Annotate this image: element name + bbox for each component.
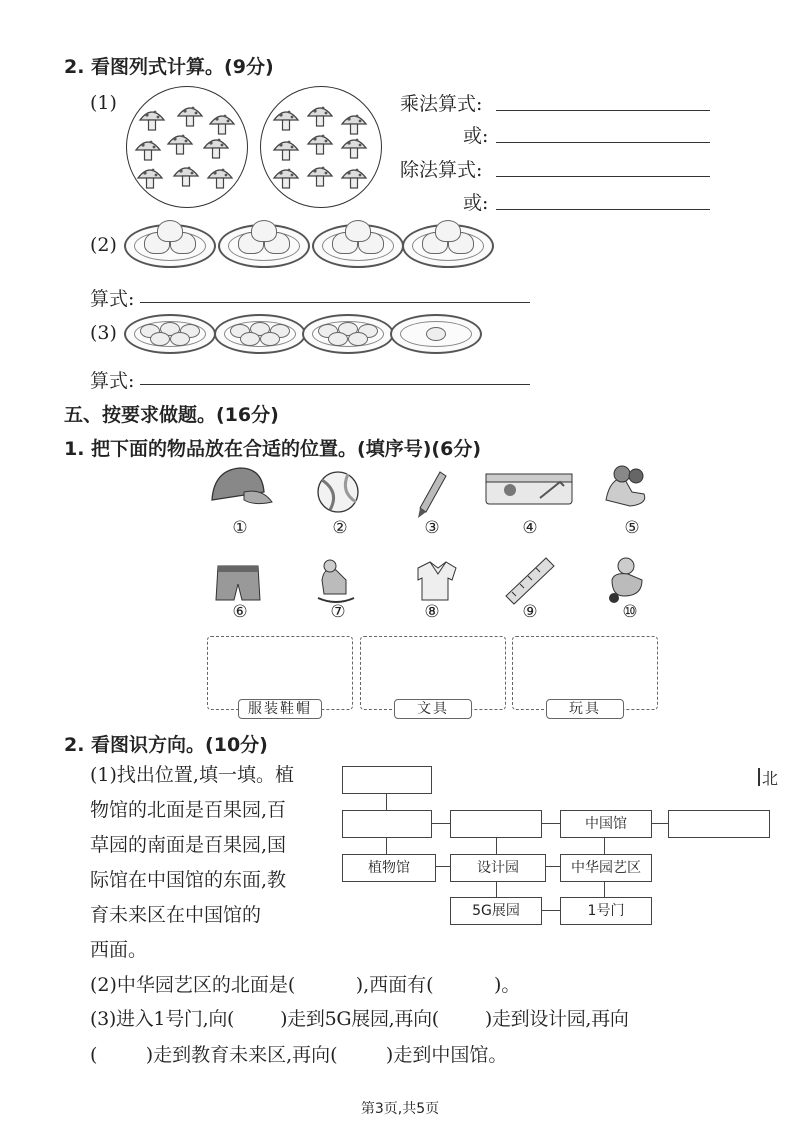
shorts-icon (216, 566, 260, 600)
clothing-box-label: 服装鞋帽 (238, 699, 322, 719)
multiplication-label: 乘法算式: (400, 93, 483, 115)
design-garden-box: 设计园 (450, 854, 546, 882)
blank-location-box[interactable] (342, 766, 432, 794)
north-label: 北 (762, 769, 779, 788)
text-line: 际馆在中国馆的东面,教 (90, 869, 287, 891)
map-connector (540, 910, 560, 911)
china-pavilion-box: 中国馆 (560, 810, 652, 838)
chinese-horticulture-box: 中华园艺区 (560, 854, 652, 882)
map-connector (540, 823, 560, 824)
map-connector (430, 823, 450, 824)
5g-garden-box: 5G展园 (450, 897, 542, 925)
item-number: ④ (522, 518, 538, 538)
map-connector (604, 836, 605, 854)
text-line: 育未来区在中国馆的 (90, 904, 262, 926)
gate-1-box: 1号门 (560, 897, 652, 925)
formula-3-label: 算式: (90, 370, 135, 392)
botanical-pavilion-box: 植物馆 (342, 854, 436, 882)
part-3-label: (3) (90, 322, 117, 344)
north-arrow-icon (758, 768, 760, 786)
toy-duck-icon (609, 558, 642, 603)
or-label: 或: (463, 125, 489, 147)
text-line: 西面。 (90, 939, 148, 961)
map-connector (650, 823, 668, 824)
item-number: ⑥ (232, 602, 248, 622)
toys-box-label: 玩具 (546, 699, 624, 719)
page-footer: 第3页,共5页 (360, 1101, 440, 1117)
map-connector (386, 792, 387, 810)
item-number: ⑧ (424, 602, 440, 622)
division-label: 除法算式: (400, 159, 483, 181)
item-number: ③ (424, 518, 440, 538)
part-1-label: (1) (90, 92, 117, 114)
item-number: ⑤ (624, 518, 640, 538)
map-connector (386, 836, 387, 854)
item-number: ⑨ (522, 602, 538, 622)
map-connector (434, 866, 450, 867)
or-label: 或: (463, 192, 489, 214)
shoes-icon (606, 466, 645, 506)
section-5-title: 五、按要求做题。(16分) (64, 404, 279, 426)
question-2-title: 2. 看图列式计算。(9分) (64, 56, 274, 78)
ruler-icon (506, 558, 554, 604)
formula-2-label: 算式: (90, 288, 135, 310)
item-number: ① (232, 518, 248, 538)
item-number: ⑩ (622, 602, 638, 622)
text-line: (1)找出位置,填一填。植 (90, 764, 294, 786)
direction-instructions (90, 758, 340, 968)
item-number: ② (332, 518, 348, 538)
part-2-label: (2) (90, 234, 117, 256)
ball-icon (318, 472, 358, 512)
question-2-direction-title: 2. 看图识方向。(10分) (64, 734, 268, 756)
toy-horse-icon (318, 560, 354, 602)
question-2-3-line-2: ( )走到教育未来区,再向( )走到中国馆。 (90, 1044, 508, 1066)
map-connector (544, 866, 560, 867)
text-line: 草园的南面是百果园,国 (90, 834, 287, 856)
blank-location-box[interactable] (342, 810, 432, 838)
cap-icon (212, 468, 272, 504)
item-number: ⑦ (330, 602, 346, 622)
blank-location-box[interactable] (450, 810, 542, 838)
text-line: 物馆的北面是百果园,百 (90, 799, 287, 821)
question-2-3-line-1: (3)进入1号门,向( )走到5G展园,再向( )走到设计园,再向 (90, 1008, 629, 1030)
question-2-2: (2)中华园艺区的北面是( ),西面有( )。 (90, 974, 521, 996)
map-connector (496, 836, 497, 854)
blank-location-box[interactable] (668, 810, 770, 838)
question-1-title: 1. 把下面的物品放在合适的位置。(填序号)(6分) (64, 438, 482, 460)
shirt-icon (418, 562, 456, 600)
pencil-case-icon (486, 474, 572, 504)
stationery-box-label: 文具 (394, 699, 472, 719)
pencil-icon (418, 472, 446, 518)
